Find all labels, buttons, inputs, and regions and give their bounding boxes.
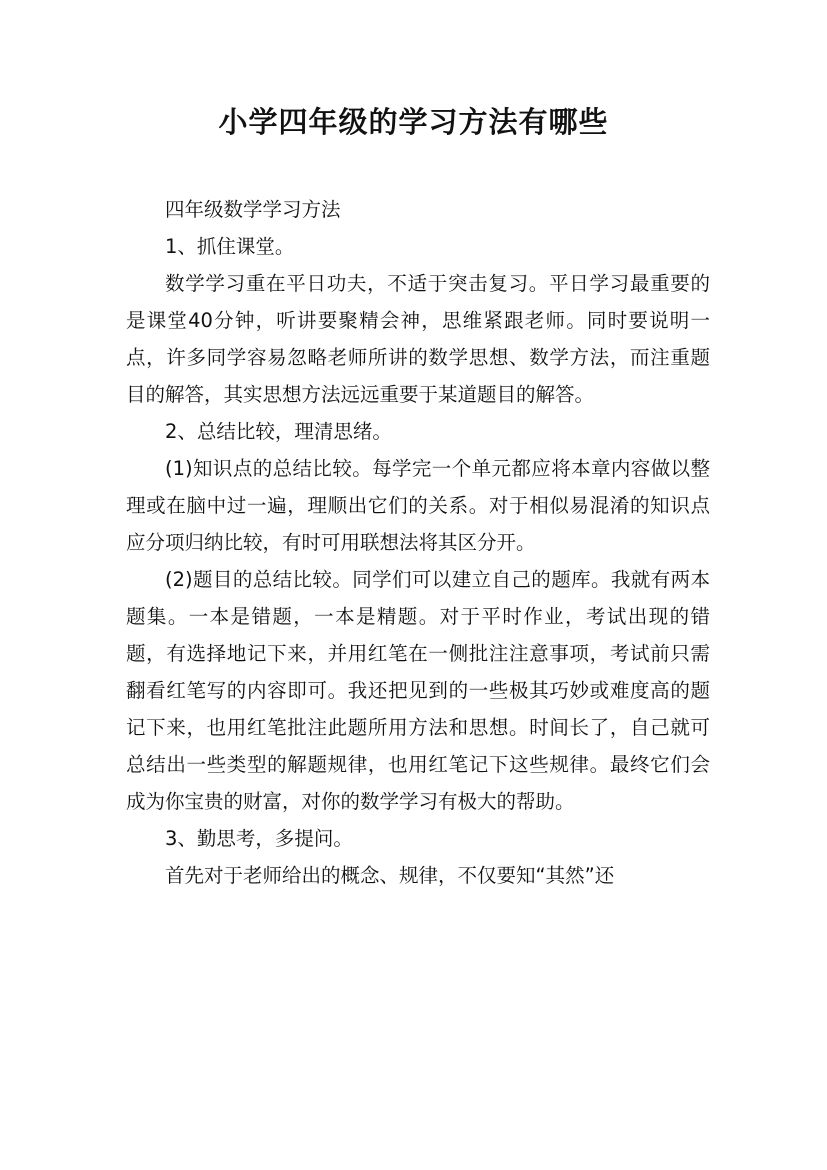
point-1-heading: 1、抓住课堂。 bbox=[165, 235, 295, 258]
document-body bbox=[126, 191, 710, 894]
paragraph-knowledge-summary: (1)知识点的总结比较。每学完一个单元都应将本章内容做以整理或在脑中过一遍，理顺出它们的关系。对于相似易混淆的知识点应分项归纳比较，有时可用联想法将其区分开。 bbox=[126, 457, 710, 554]
document-title: 小学四年级的学习方法有哪些 bbox=[218, 105, 609, 139]
section-heading-math-methods: 四年级数学学习方法 bbox=[165, 198, 341, 221]
paragraph-classroom: 数学学习重在平日功夫，不适于突击复习。平日学习最重要的是课堂40分钟，听讲要聚精会神，思维紧跟老师。同时要说明一点，许多同学容易忽略老师所讲的数学思想、数学方法，而注重题目的解答，其实思想方法远远重要于某道题目的解答。 bbox=[126, 272, 710, 406]
paragraph-question-summary: (2)题目的总结比较。同学们可以建立自己的题库。我就有两本题集。一本是错题，一本是精题。对于平时作业，考试出现的错题，有选择地记下来，并用红笔在一侧批注注意事项，考试前只需翻看红笔写的内容即可。我还把见到的一些极其巧妙或难度高的题记下来，也用红笔批注此题所用方法和思想。时间长了，自己就可总结出一些类型的解题规律，也用红笔记下这些规律。最终它们会成为你宝贵的财富，对你的数学学习有极大的帮助。 bbox=[126, 568, 710, 813]
paragraph-thinking: 首先对于老师给出的概念、规律，不仅要知“其然”还 bbox=[165, 864, 615, 887]
point-3-heading: 3、勤思考，多提问。 bbox=[165, 827, 353, 850]
point-2-heading: 2、总结比较，理清思绪。 bbox=[165, 420, 392, 443]
